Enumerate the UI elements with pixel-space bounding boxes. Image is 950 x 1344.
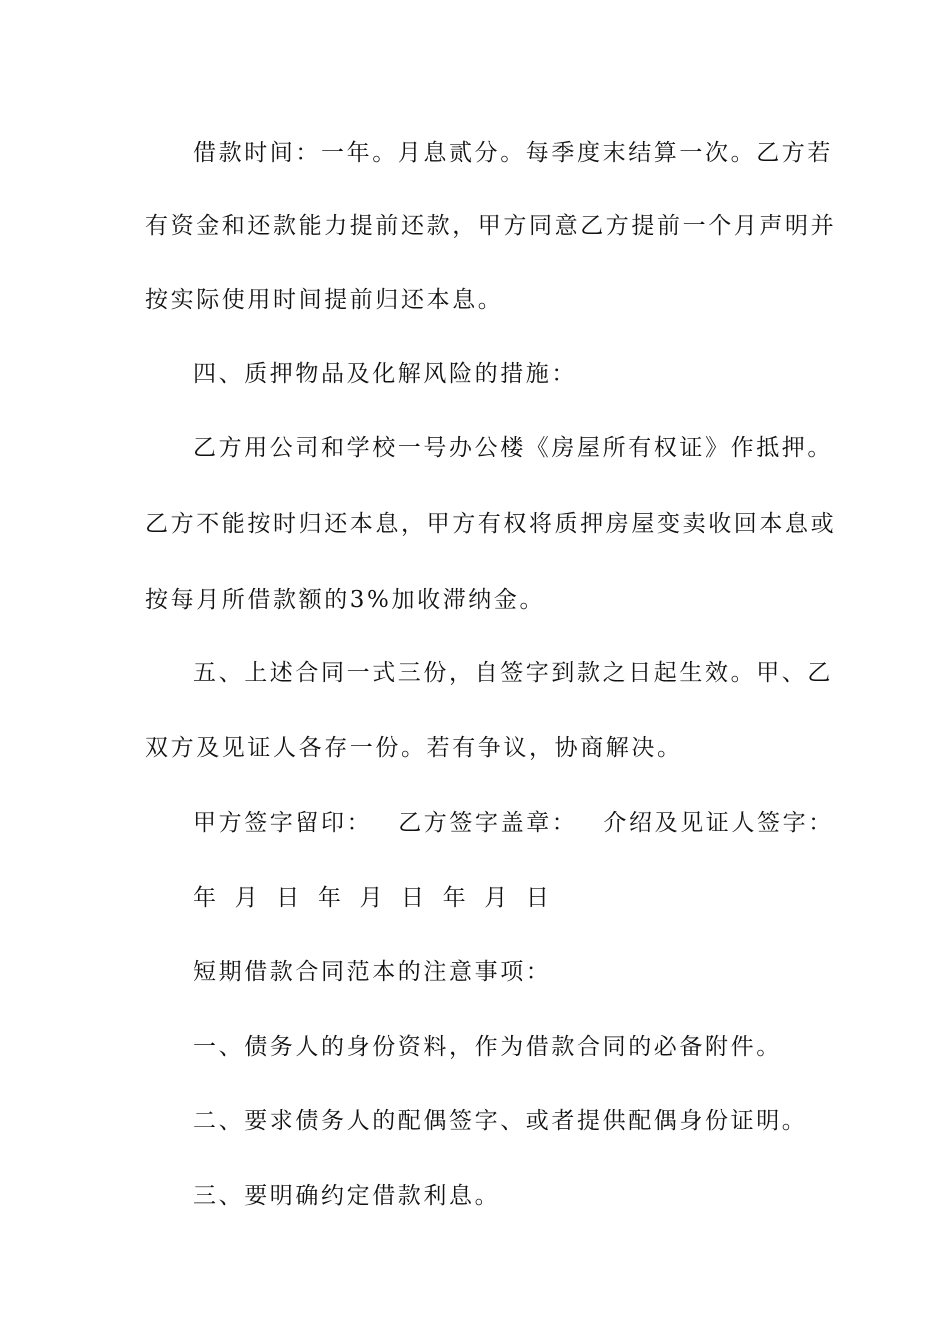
date-month-label: 月 <box>359 885 386 911</box>
date-month-label: 月 <box>484 885 510 911</box>
collateral-paragraph-line: 乙方不能按时归还本息，甲方有权将质押房屋变卖收回本息或 <box>145 511 837 537</box>
section-5-paragraph-line: 五、上述合同一式三份，自签字到款之日起生效。甲、乙 <box>193 660 833 686</box>
loan-term-paragraph-line: 按实际使用时间提前归还本息。 <box>145 287 504 313</box>
section-5-paragraph-line: 双方及见证人各存一份。若有争议，协商解决。 <box>145 735 683 761</box>
notes-item: 二、要求债务人的配偶签字、或者提供配偶身份证明。 <box>193 1108 808 1134</box>
notes-heading: 短期借款合同范本的注意事项： <box>193 959 552 985</box>
loan-term-paragraph-line: 借款时间：一年。月息贰分。每季度末结算一次。乙方若 <box>193 140 833 166</box>
date-row <box>193 883 863 913</box>
signature-row <box>193 808 863 838</box>
date-year-label: 年 <box>193 885 219 911</box>
date-month-label: 月 <box>234 885 261 911</box>
notes-item: 三、要明确约定借款利息。 <box>193 1183 501 1209</box>
section-4-heading: 四、质押物品及化解风险的措施： <box>193 361 577 387</box>
witness-signature-label: 介绍及见证人签字： <box>603 810 834 836</box>
collateral-paragraph-line: 乙方用公司和学校一号办公楼《房屋所有权证》作抵押。 <box>193 435 833 461</box>
date-year-label: 年 <box>442 885 469 911</box>
date-day-label: 日 <box>276 885 302 911</box>
party-a-signature-label: 甲方签字留印： <box>193 810 373 836</box>
party-b-signature-label: 乙方签字盖章： <box>398 810 578 836</box>
notes-item: 一、债务人的身份资料，作为借款合同的必备附件。 <box>193 1034 782 1060</box>
date-day-label: 日 <box>525 885 552 911</box>
collateral-paragraph-line: 按每月所借款额的3%加收滞纳金。 <box>145 587 546 613</box>
loan-term-paragraph-line: 有资金和还款能力提前还款，甲方同意乙方提前一个月声明并 <box>145 213 837 239</box>
date-day-label: 日 <box>401 885 427 911</box>
date-year-label: 年 <box>317 885 344 911</box>
